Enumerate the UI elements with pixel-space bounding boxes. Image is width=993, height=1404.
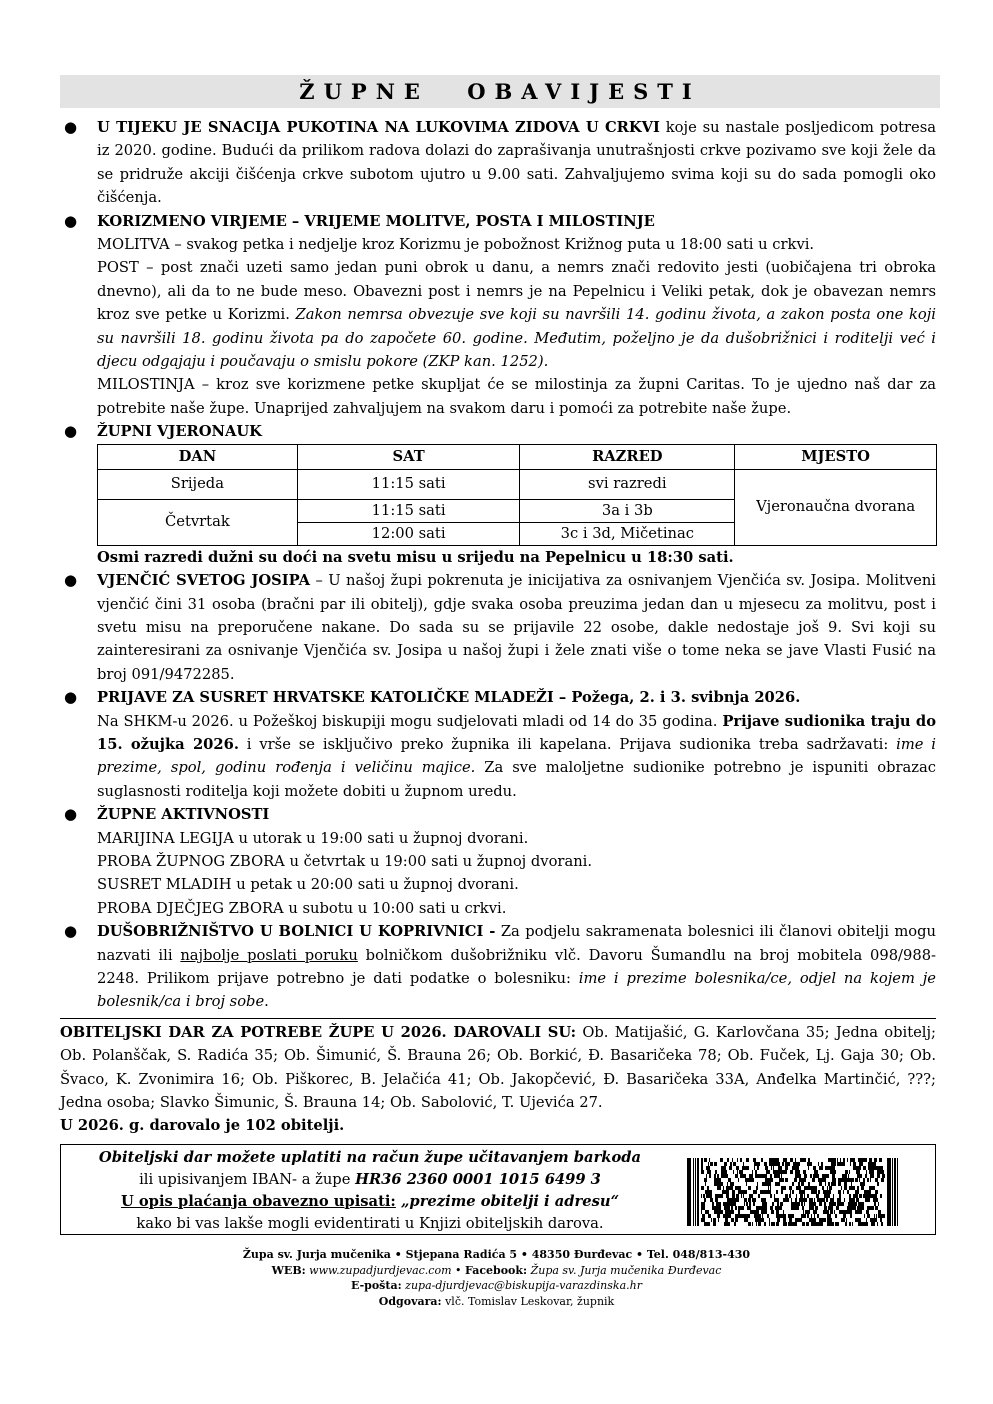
table-header-row <box>98 444 937 469</box>
announcement-text: i vrše se isključivo preko župnika ili kapelana. Prijava sudionika treba sadržavati: <box>238 735 897 753</box>
divider <box>60 1018 936 1019</box>
announcement-text: bolničkom dušobrižniku vlč. Davoru Šumandlu na broj mobitela 098/988-2248. Prilikom prijave potrebno je dati podatke o bolesniku: <box>97 946 937 987</box>
facebook-label: Facebook: <box>465 1263 528 1277</box>
website-link[interactable]: www.zupadjurdjevac.com <box>305 1263 452 1277</box>
table-cell: Vjeronaučna dvorana <box>735 469 937 545</box>
separator: • <box>451 1263 465 1277</box>
lent-fasting-text: POST – post znači uzeti samo jedan puni obrok u danu, a nemrs znači redovito jesti (uobičajena tri obroka dnevno), ali da to ne bude meso. Obavezni post i nemrs je na Pepelnicu i Veliki petak, dok je obavezan nemrs kroz sve petke u Korizmi. <box>97 259 936 324</box>
donation-line: ili upisivanjem IBAN- a župe <box>139 1170 356 1188</box>
table-cell: 3c i 3d, Mičetinac <box>520 522 735 545</box>
table-cell: Četvrtak <box>98 499 298 545</box>
facebook-link[interactable]: Župa sv. Jurja mučenika Đurđevac <box>527 1263 722 1277</box>
announcement-st-joseph-wreath <box>60 569 936 686</box>
email-label: E-pošta: <box>351 1279 402 1292</box>
donors-list: Ob. Matijašić, G. Karlovčana 35; Jedna obitelj; Ob. Polanščak, S. Radića 35; Ob. Šimunić, Š. Brauna 26; Ob. Borkić, Đ. Basaričeka 78; Ob. Fuček, Lj. Gaja 30; Ob. Švaco, K. Zvonimira 16; Ob. Piškorec, B. Jelačića 41; Ob. Jakopčević, Đ. Basaričeka 33A, Anđelka Martinčić, ???; Jedna osoba; Slavko Šimunic, Š. Brauna 14; Ob. Sabolović, T. Ujevića 27. <box>60 1023 936 1112</box>
underlined-text: najbolje poslati poruku <box>180 946 358 964</box>
patient-details: ime i prezime bolesnika/ce, odjel na kojem je bolesnik/ca i broj sobe <box>97 970 936 1011</box>
table-cell: 12:00 sati <box>297 522 520 545</box>
bullet-icon: ● <box>64 571 78 590</box>
table-cell: 3a i 3b <box>520 499 735 522</box>
registration-deadline: Prijave sudionika traju do 15. ožujka 2026. <box>97 712 936 753</box>
lent-prayer-text: MOLITVA – svakog petka i nedjelje kroz Korizmu je pobožnost Križnog puta u 18:00 sati u crkvi. <box>97 236 815 254</box>
announcement-text: Za podjelu sakramenata bolesnici ili članovi obitelji mogu nazvati ili <box>97 923 937 964</box>
table-cell: 11:15 sati <box>297 469 520 499</box>
donation-info-box <box>60 1144 936 1235</box>
table-row <box>98 469 937 499</box>
table-cell: 11:15 sati <box>297 499 520 522</box>
donation-line: Obiteljski dar možete uplatiti na račun župe učitavanjem barkoda <box>98 1148 642 1166</box>
bullet-icon: ● <box>64 688 78 707</box>
column-header: RAZRED <box>520 444 735 469</box>
email-link[interactable]: zupa-djurdjevac@biskupija-varazdinska.hr <box>401 1279 642 1292</box>
required-fields: ime i prezime, spol, godinu rođenja i veličinu majice. <box>97 735 936 777</box>
bullet-icon: ● <box>64 805 78 824</box>
activity-line: PROBA ŽUPNOG ZBORA u četvrtak u 19:00 sati u župnoj dvorani. <box>97 852 593 870</box>
announcement-crack-repair <box>60 116 936 210</box>
announcement-lent <box>60 210 936 421</box>
donors-total: U 2026. g. darovalo je 102 obitelji. <box>60 1117 345 1135</box>
announcement-heading: VJENČIĆ SVETOG JOSIPA <box>97 572 311 590</box>
announcement-parish-activities <box>60 803 936 920</box>
announcement-heading: U TIJEKU JE SNACIJA PUKOTINA NA LUKOVIMA ZIDOVA U CRKVI <box>97 119 660 136</box>
bullet-icon: ● <box>64 922 78 941</box>
announcement-text: Za sve maloljetne sudionike potrebno je ispuniti obrazac suglasnosti roditelja koji možete dobiti u župnom uredu. <box>97 759 936 800</box>
table-cell: Srijeda <box>98 469 298 499</box>
payment-barcode-icon <box>687 1158 899 1226</box>
announcement-text: koje su nastale posljedicom potresa iz 2020. godine. Budući da prilikom radova dolazi do zaprašivanja unutrašnjosti crkve pozivamo sve koji žele da se pridruže akciji čišćenja crkve subotom ujutro u 9.00 sati. Zahvaljujemo svima koji su do sada pomogli oko čišćenja. <box>97 119 936 207</box>
announcement-heading: ŽUPNE AKTIVNOSTI <box>97 806 270 824</box>
announcement-heading: DUŠOBRIŽNIŠTVO U BOLNICI U KOPRIVNICI - <box>97 923 496 941</box>
announcement-heading: ŽUPNI VJERONAUK <box>97 423 262 441</box>
announcement-hospital-ministry <box>60 920 936 1014</box>
parish-address: Župa sv. Jurja mučenika • Stjepana Radića 5 • 48350 Đurđevac • Tel. 048/813-430 <box>242 1248 751 1261</box>
payment-note-value: „prezime obitelji i adresu“ <box>395 1192 620 1210</box>
lent-fasting-law: Zakon nemrsa obvezuje sve koji su navršili 14. godinu života, a zakon posta one koji su navršili 18. godinu života pa do započete 60. godine. Međutim, poželjno je da dušobrižnici i roditelji već i djecu odgajaju i poučavaju o smislu pokore (ZKP kan. 1252). <box>97 306 937 371</box>
announcement-text: . <box>264 993 269 1011</box>
bullet-icon: ● <box>64 118 78 136</box>
announcement-heading: KORIZMENO VIRJEME – VRIJEME MOLITVE, POSTA I MILOSTINJE <box>97 212 655 230</box>
announcement-youth-meeting <box>60 686 936 803</box>
catechism-table <box>97 444 937 546</box>
table-cell: svi razredi <box>520 469 735 499</box>
column-header: DAN <box>98 444 298 469</box>
bullet-icon: ● <box>64 211 78 230</box>
responsible-label: Odgovara: <box>378 1294 442 1308</box>
lent-almsgiving-text: MILOSTINJA – kroz sve korizmene petke skupljat će se milostinja za župni Caritas. To je ujedno naš dar za potrebite naše župe. Unaprijed zahvaljujem na svakom daru i pomoći za potrebite naše župe. <box>97 376 936 417</box>
donation-instructions <box>61 1147 679 1235</box>
payment-note-label: U opis plaćanja obavezno upisati: <box>120 1192 396 1210</box>
announcement-text: – U našoj župi pokrenuta je inicijativa za osnivanjem Vjenčića sv. Josipa. Molitveni vjenčić čini 31 osoba (bračni par ili obitelj), gdje svaka osoba preuzima jedan dan u mjesecu za molitvu, post i svetu misu na preporučene nakane. Do sada su se prijavile 22 osobe, dakle nedostaje još 9. Svi koji su zainteresirani za osnivanje Vjenčića sv. Josipa u našoj župi i žele znati više o tome neka se jave Vlasti Fusić na broj 091/9472285. <box>97 572 937 683</box>
announcement-text: Na SHKM-u 2026. u Požeškoj biskupiji mogu sudjelovati mladi od 14 do 35 godina. <box>97 712 723 730</box>
activity-line: MARIJINA LEGIJA u utorak u 19:00 sati u župnoj dvorani. <box>97 829 529 847</box>
bullet-icon: ● <box>64 422 78 441</box>
footer <box>0 1247 993 1309</box>
column-header: MJESTO <box>735 444 937 469</box>
page-title: ŽUPNE OBAVIJESTI <box>299 79 701 104</box>
announcement-catechism <box>60 420 936 569</box>
catechism-note: Osmi razredi dužni su doći na svetu misu u srijedu na Pepelnicu u 18:30 sati. <box>97 548 734 566</box>
web-label: WEB: <box>271 1263 306 1277</box>
column-header: SAT <box>297 444 520 469</box>
announcement-heading: PRIJAVE ZA SUSRET HRVATSKE KATOLIČKE MLADEŽI – Požega, 2. i 3. svibnja 2026. <box>97 689 801 707</box>
announcements <box>60 116 936 1235</box>
donors-section <box>60 1021 936 1138</box>
responsible-person: vlč. Tomislav Leskovar, župnik <box>441 1294 615 1308</box>
title-bar <box>60 75 940 108</box>
donation-line: kako bi vas lakše mogli evidentirati u Knjizi obiteljskih darova. <box>136 1214 604 1232</box>
activity-line: SUSRET MLADIH u petak u 20:00 sati u župnoj dvorani. <box>97 876 519 894</box>
donors-heading: OBITELJSKI DAR ZA POTREBE ŽUPE U 2026. DAROVALI SU: <box>60 1023 577 1041</box>
activity-line: PROBA DJEČJEG ZBORA u subotu u 10:00 sati u crkvi. <box>97 899 507 917</box>
iban: HR36 2360 0001 1015 6499 3 <box>355 1170 601 1188</box>
